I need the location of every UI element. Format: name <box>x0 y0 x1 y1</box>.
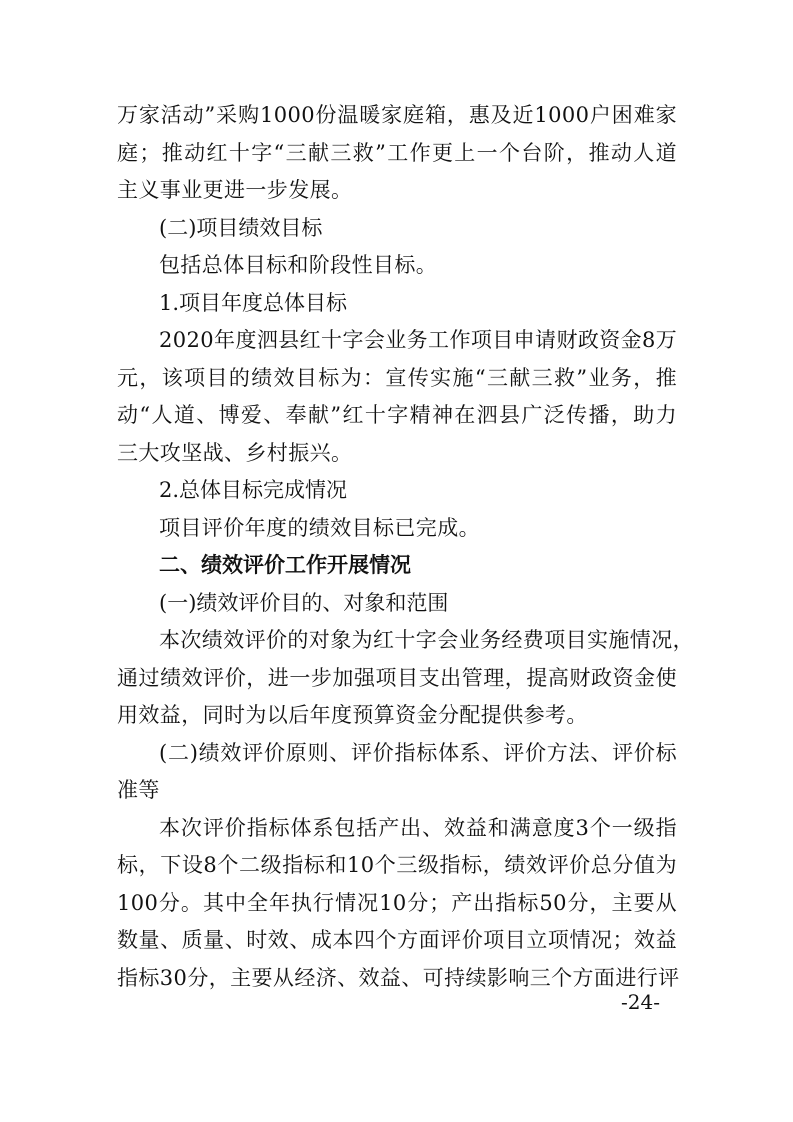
section-heading: 二、绩效评价工作开展情况 <box>159 553 411 577</box>
body-text <box>117 97 694 997</box>
subsection-heading: 2.总体目标完成情况 <box>159 478 348 502</box>
text-line: 通过绩效评价，进一步加强项目支出管理，提高财政资金使 <box>117 665 677 690</box>
subsection-heading: (二)项目绩效目标 <box>159 215 323 240</box>
text-line: 准等 <box>117 778 160 802</box>
text-line: 三大攻坚战、乡村振兴。 <box>117 440 353 465</box>
subsection-heading: 1.项目年度总体目标 <box>159 290 348 315</box>
text-line: 动“人道、博爱、奉献”红十字精神在泗县广泛传播，助力 <box>117 403 677 427</box>
text-line: 庭；推动红十字“三献三救”工作更上一个台阶，推动人道 <box>117 140 677 165</box>
text-line: 2020年度泗县红十字会业务工作项目申请财政资金8万 <box>159 328 678 352</box>
text-line: 万家活动”采购1000份温暖家庭箱，惠及近1000户困难家 <box>117 103 677 127</box>
text-line: 100分。其中全年执行情况10分；产出指标50分，主要从 <box>117 890 677 915</box>
text-line: 包括总体目标和阶段性目标。 <box>159 253 438 277</box>
text-line: 元，该项目的绩效目标为：宣传实施“三献三救”业务，推 <box>117 365 677 390</box>
text-line: 标，下设8个二级指标和10个三级指标，绩效评价总分值为 <box>117 853 677 877</box>
text-line: 指标30分，主要从经济、效益、可持续影响三个方面进行评 <box>117 965 680 990</box>
text-line: 用效益，同时为以后年度预算资金分配提供参考。 <box>117 703 588 727</box>
text-line: 本次评价指标体系包括产出、效益和满意度3个一级指 <box>159 815 677 840</box>
text-line: 本次绩效评价的对象为红十字会业务经费项目实施情况， <box>159 628 694 652</box>
subsection-heading: (二)绩效评价原则、评价指标体系、评价方法、评价标 <box>159 740 677 765</box>
subsection-heading: (一)绩效评价目的、对象和范围 <box>159 590 449 615</box>
text-line: 数量、质量、时效、成本四个方面评价项目立项情况；效益 <box>117 928 677 952</box>
text-line: 项目评价年度的绩效目标已完成。 <box>159 515 480 540</box>
page-number: -24- <box>621 990 660 1014</box>
text-line: 主义事业更进一步发展。 <box>117 178 353 202</box>
